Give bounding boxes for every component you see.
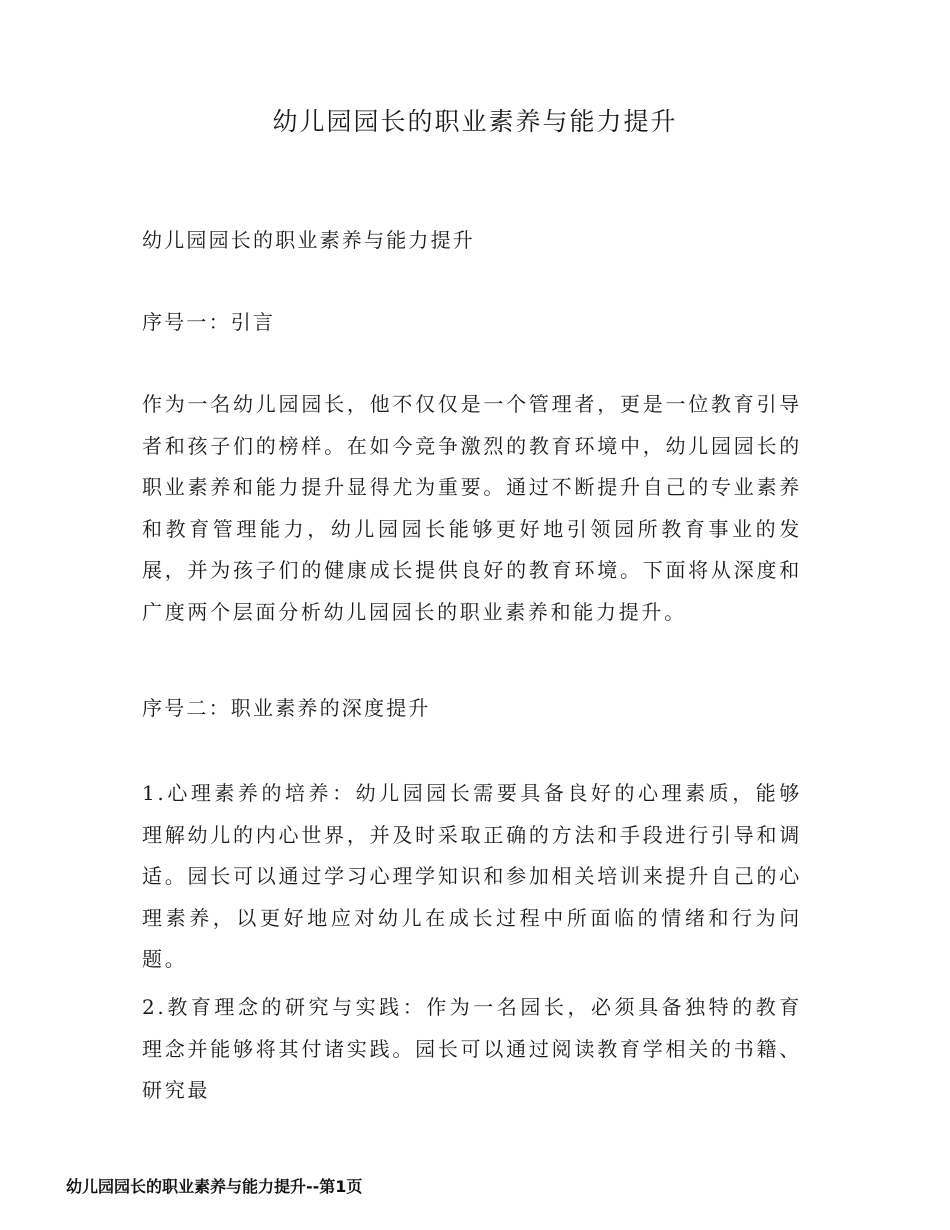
paragraph-psychology: 1.心理素养的培养：幼儿园园长需要具备良好的心理素质，能够理解幼儿的内心世界，并及时采取正确的方法和手段进行引导和调适。园长可以通过学习心理学知识和参加相关培训来提升自己的心理素养，以更好地应对幼儿在成长过程中所面临的情绪和行为问题。	[142, 781, 802, 971]
document-subtitle: 幼儿园园长的职业素养与能力提升	[142, 228, 475, 252]
section-heading-introduction: 序号一：引言	[142, 310, 276, 334]
page-footer: 幼儿园园长的职业素养与能力提升--第1页	[66, 1177, 363, 1196]
document-title: 幼儿园园长的职业素养与能力提升	[272, 107, 678, 136]
paragraph-introduction: 作为一名幼儿园园长，他不仅仅是一个管理者，更是一位教育引导者和孩子们的榜样。在如今竞争激烈的教育环境中，幼儿园园长的职业素养和能力提升显得尤为重要。通过不断提升自己的专业素养和教育管理能力，幼儿园园长能够更好地引领园所教育事业的发展，并为孩子们的健康成长提供良好的教育环境。下面将从深度和广度两个层面分析幼儿园园长的职业素养和能力提升。	[142, 392, 802, 624]
section-heading-depth: 序号二：职业素养的深度提升	[142, 696, 431, 720]
paragraph-education-philosophy: 2.教育理念的研究与实践：作为一名园长，必须具备独特的教育理念并能够将其付诸实践。园长可以通过阅读教育学相关的书籍、研究最	[142, 995, 802, 1102]
